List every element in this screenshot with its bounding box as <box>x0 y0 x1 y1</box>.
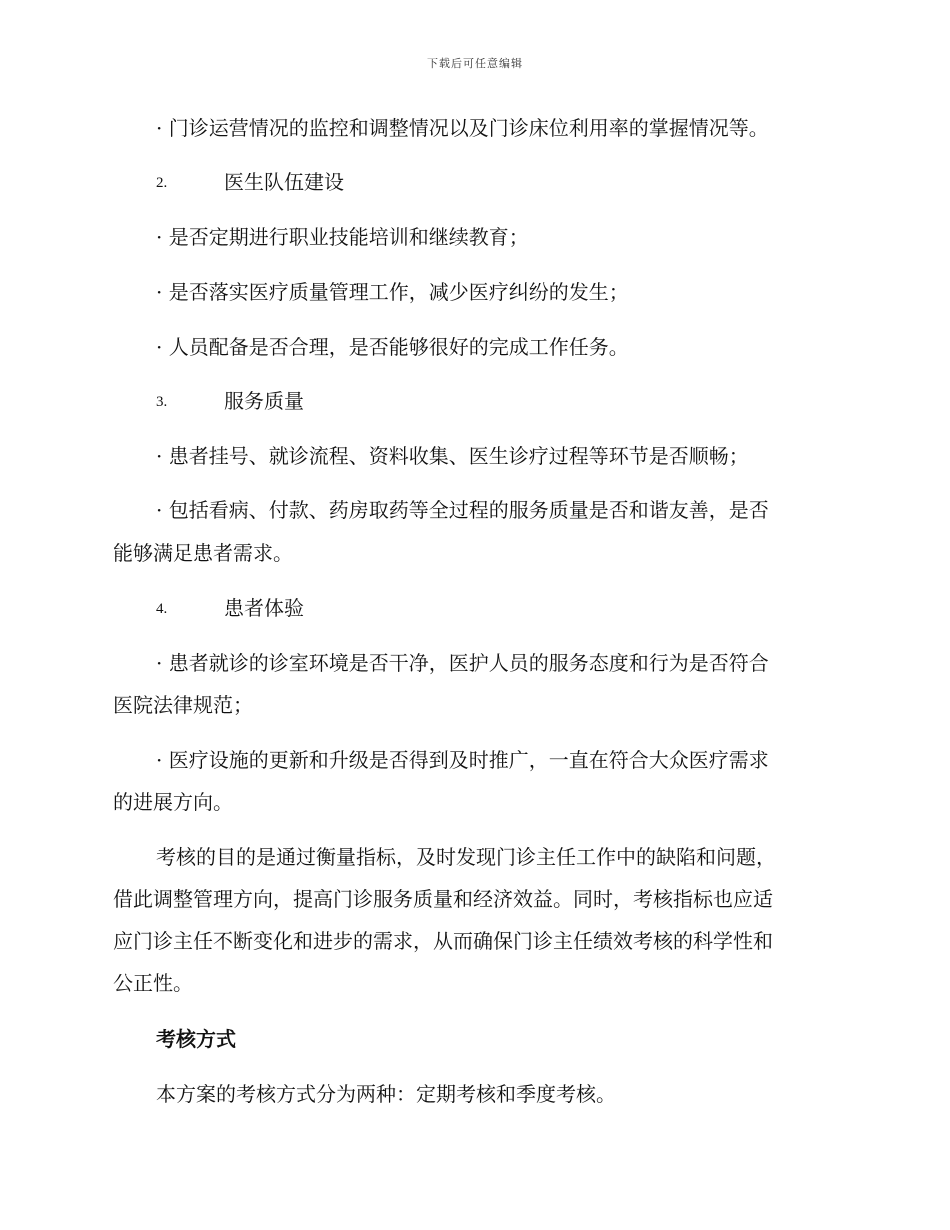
bullet-facility-line-1: · 医疗设施的更新和升级是否得到及时推广，一直在符合大众医疗需求 <box>156 748 769 772</box>
section-heading: 考核方式 <box>156 1027 236 1051</box>
bullet-facility-line-2: 的进展方向。 <box>113 790 233 814</box>
bullet-service-line-1: · 包括看病、付款、药房取药等全过程的服务质量是否和谐友善，是否 <box>156 498 769 522</box>
purpose-paragraph-line-1: 考核的目的是通过衡量指标，及时发现门诊主任工作中的缺陷和问题， <box>156 845 776 869</box>
purpose-paragraph-line-3: 应门诊主任不断变化和进步的需求，从而确保门诊主任绩效考核的科学性和 <box>113 929 773 953</box>
item-2-title: 医生队伍建设 <box>224 170 344 194</box>
method-paragraph: 本方案的考核方式分为两种：定期考核和季度考核。 <box>156 1082 616 1106</box>
purpose-paragraph-line-2: 借此调整管理方向，提高门诊服务质量和经济效益。同时，考核指标也应适 <box>113 887 773 911</box>
bullet-environment-line-2: 医院法律规范； <box>113 693 253 717</box>
bullet-operation: · 门诊运营情况的监控和调整情况以及门诊床位利用率的掌握情况等。 <box>156 116 769 140</box>
item-2-number: 2. <box>156 175 168 191</box>
bullet-staffing: · 人员配备是否合理，是否能够很好的完成工作任务。 <box>156 335 629 359</box>
item-4-title: 患者体验 <box>224 596 304 620</box>
purpose-paragraph-line-4: 公正性。 <box>113 971 193 995</box>
bullet-process: · 患者挂号、就诊流程、资料收集、医生诊疗过程等环节是否顺畅； <box>156 444 749 468</box>
bullet-service-line-2: 能够满足患者需求。 <box>113 541 293 565</box>
bullet-quality-management: · 是否落实医疗质量管理工作，减少医疗纠纷的发生； <box>156 280 629 304</box>
bullet-training: · 是否定期进行职业技能培训和继续教育； <box>156 225 529 249</box>
item-3-title: 服务质量 <box>224 389 304 413</box>
page-header: 下载后可任意编辑 <box>427 57 523 70</box>
item-3-number: 3. <box>156 394 168 410</box>
bullet-environment-line-1: · 患者就诊的诊室环境是否干净，医护人员的服务态度和行为是否符合 <box>156 651 769 675</box>
item-4-number: 4. <box>156 601 168 617</box>
